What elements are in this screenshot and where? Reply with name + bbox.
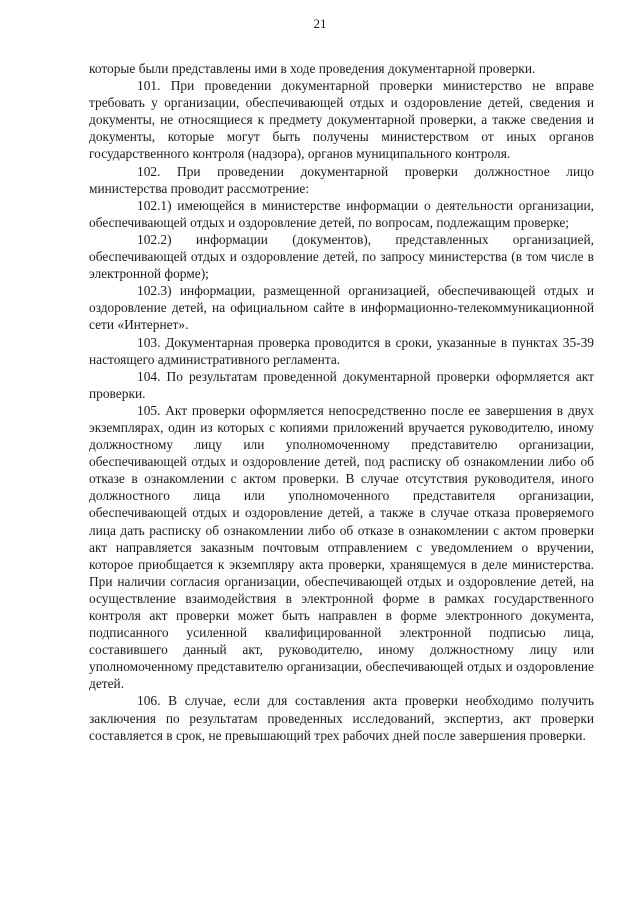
paragraph-102-1: 102.1) имеющейся в министерстве информации о деятельности организации, обеспечивающей отдых и оздоровление детей, по вопросам, подлежащим проверке; (89, 197, 594, 230)
paragraph-102-2: 102.2) информации (документов), представленных организацией, обеспечивающей отдых и оздоровление детей, по запросу министерства (в том числе в электронной форме); (89, 231, 594, 282)
paragraph-continuation: которые были представлены ими в ходе проведения документарной проверки. (89, 61, 536, 76)
document-body (89, 60, 594, 744)
paragraph-101: 101. При проведении документарной проверки министерство не вправе требовать у организации, обеспечивающей отдых и оздоровление детей, сведения и документы, не относящиеся к предмету документарной проверки, а также сведения и документы, которые могут быть получены министерством от иных органов государственного контроля (надзора), органов муниципального контроля. (89, 78, 594, 162)
paragraph-102: 102. При проведении документарной проверки должностное лицо министерства проводит рассмотрение: (89, 163, 594, 196)
paragraph-103: 103. Документарная проверка проводится в сроки, указанные в пунктах 35-39 настоящего административного регламента. (89, 334, 594, 367)
paragraph-106: 106. В случае, если для составления акта проверки необходимо получить заключения по результатам проведенных исследований, экспертиз, акт проверки составляется в срок, не превышающий трех рабочих дней после завершения проверки. (89, 693, 594, 743)
paragraph-102-3: 102.3) информации, размещенной организацией, обеспечивающей отдых и оздоровление детей, на официальном сайте в информационно-телекоммуникационной сети «Интернет». (89, 283, 594, 333)
paragraph-104: 104. По результатам проведенной документарной проверки оформляется акт проверки. (89, 368, 594, 401)
paragraph-105: 105. Акт проверки оформляется непосредственно после ее завершения в двух экземплярах, один из которых с копиями приложений вручается руководителю, иному должностному лицу или уполномоченному представителю организации, обеспечивающей отдых и оздоровление детей, под расписку об ознакомлении либо об отказе в ознакомлении с актом проверки. В случае отсутствия руководителя, иного должностного лица или уполномоченного представителя организации, обеспечивающей отдых и оздоровление детей, а также в случае отказа проверяемого лица дать расписку об ознакомлении либо об отказе в ознакомлении с актом проверки акт направляется заказным почтовым отправлением с уведомлением о вручении, которое приобщается к экземпляру акта проверки, хранящемуся в деле министерства. При наличии согласия организации, обеспечивающей отдых и оздоровление детей, на осуществление взаимодействия в электронной форме в рамках государственного контроля акт проверки может быть направлен в форме электронного документа, подписанного усиленной квалифицированной электронной подписью лица, составившего данный акт, руководителю, иному должностному лицу или уполномоченному представителю организации, обеспечивающей отдых и оздоровление детей. (89, 402, 594, 692)
page-number: 21 (313, 16, 327, 31)
